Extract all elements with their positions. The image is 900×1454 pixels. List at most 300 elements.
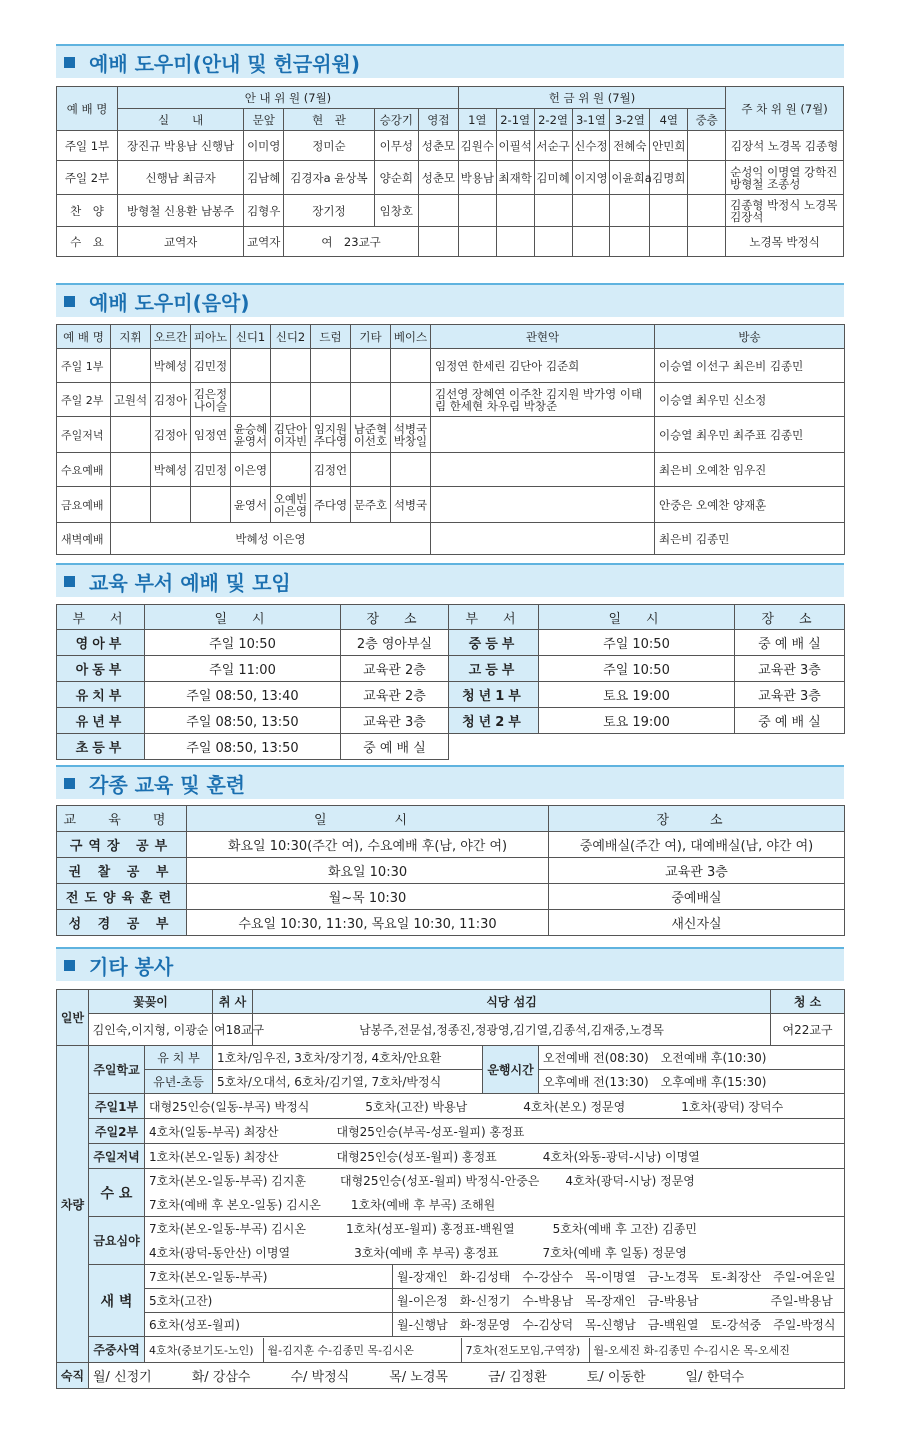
duty: 목/ 노경목 bbox=[389, 1370, 448, 1385]
table-header-row bbox=[57, 605, 845, 630]
route: 4호차(광덕-동안산) 이명열 bbox=[149, 1245, 291, 1260]
cell: 이승열 최우민 최주표 김종민 bbox=[655, 417, 845, 453]
section-title: 교육 부서 예배 및 모임 bbox=[89, 570, 291, 595]
col-header: 현 관 bbox=[284, 109, 374, 131]
cell bbox=[271, 349, 311, 383]
cell: 남봉주,전문섭,정종진,정광영,김기열,김종석,김재중,노경목 bbox=[253, 1014, 771, 1046]
col-header: 일 시 bbox=[145, 605, 341, 630]
cell: 이승열 최우민 신소정 bbox=[655, 383, 845, 417]
table-row bbox=[57, 708, 845, 734]
duty: 토/ 이동한 bbox=[586, 1370, 646, 1385]
cell: 여 23교구 bbox=[284, 227, 419, 257]
cell: 전혜숙 bbox=[610, 131, 650, 161]
cell: 중예배실 bbox=[549, 884, 845, 910]
route: 대형25인승(부곡-성포-월피) 홍정표 bbox=[336, 1124, 525, 1139]
row-label: 수요예배 bbox=[57, 453, 111, 487]
table-row bbox=[57, 630, 845, 656]
cell bbox=[351, 383, 391, 417]
route: 7호차(본오-일동-부곡) 김시온 bbox=[149, 1222, 306, 1237]
row-label: 금요심야 bbox=[89, 1217, 145, 1265]
route: 대형25인승(일동-부곡) 박정식 bbox=[149, 1099, 310, 1114]
table-row bbox=[57, 487, 845, 523]
cell: 김정언 bbox=[311, 453, 351, 487]
row-label: 수 요 bbox=[57, 227, 118, 257]
cell: 임지원 주다영 bbox=[311, 417, 351, 453]
cell bbox=[688, 195, 726, 227]
cell: 이지영 bbox=[572, 161, 610, 195]
duty: 화/ 강삼수 bbox=[191, 1370, 251, 1385]
col-header: 신디1 bbox=[231, 325, 271, 349]
section-title: 기타 봉사 bbox=[89, 954, 174, 979]
ushers-table bbox=[56, 86, 844, 257]
table-row bbox=[57, 858, 845, 884]
row-label: 주중사역 bbox=[89, 1337, 145, 1363]
cell: 안민희 bbox=[650, 131, 688, 161]
section-title: 예배 도우미(음악) bbox=[89, 290, 250, 315]
cell bbox=[496, 227, 534, 257]
col-header: 취 사 bbox=[213, 990, 253, 1014]
cell: 7호차(전도모임,구역장) bbox=[461, 1338, 589, 1362]
table-row bbox=[57, 227, 844, 257]
cell: 이윤희a bbox=[610, 161, 650, 195]
route: 대형25인승(성포-월피) 홍정표 bbox=[336, 1149, 497, 1164]
cell bbox=[145, 1193, 845, 1217]
cell: 주일 10:50 bbox=[539, 630, 735, 656]
route: 4호차(와동-광덕-시낭) 이명열 bbox=[542, 1149, 700, 1164]
cell bbox=[145, 1119, 845, 1144]
table-row bbox=[57, 349, 845, 383]
cell: 석병국 bbox=[391, 487, 431, 523]
cell: 김선영 장혜연 이주찬 김지원 박가영 이태림 한세현 차우림 박창준 bbox=[431, 383, 655, 417]
cell: 임정연 bbox=[191, 417, 231, 453]
cell: 석병국 박창일 bbox=[391, 417, 431, 453]
cell bbox=[572, 227, 610, 257]
col-header: 장 소 bbox=[341, 605, 449, 630]
col-header: 청 소 bbox=[771, 990, 845, 1014]
cell: 화요일 10:30 bbox=[187, 858, 549, 884]
cell bbox=[145, 1144, 845, 1169]
cell: 김형우 bbox=[244, 195, 284, 227]
course-name: 성 경 공 부 bbox=[57, 910, 187, 936]
cell: 정미순 bbox=[284, 131, 374, 161]
row-label: 주일저녁 bbox=[89, 1144, 145, 1169]
cell bbox=[391, 383, 431, 417]
table-row bbox=[57, 884, 845, 910]
cell: 노경목 박정식 bbox=[726, 227, 844, 257]
cell: 교육관 2층 bbox=[341, 682, 449, 708]
table-row bbox=[57, 1265, 845, 1289]
duty: 수/ 박정식 bbox=[290, 1370, 350, 1385]
col-header: 실 내 bbox=[118, 109, 244, 131]
cell: 월-신행남 화-정문영 수-김상덕 목-신행남 금-백원열 토-강석중 주일-박정식 bbox=[393, 1313, 845, 1337]
cell: 교역자 bbox=[118, 227, 244, 257]
cell: 중예배실(주간 여), 대예배실(남, 야간 여) bbox=[549, 832, 845, 858]
cell: 문주호 bbox=[351, 487, 391, 523]
row-label: 주일저녁 bbox=[57, 417, 111, 453]
cell bbox=[458, 227, 496, 257]
cell: 성춘모 bbox=[418, 131, 458, 161]
route: 5호차(고잔) 박용남 bbox=[365, 1099, 468, 1114]
cell: 김종형 박정식 노경목 김장석 bbox=[726, 195, 844, 227]
cell: 새신자실 bbox=[549, 910, 845, 936]
cell: 김경자a 윤상복 bbox=[284, 161, 374, 195]
row-label: 찬 양 bbox=[57, 195, 118, 227]
route: 7호차(본오-일동-부곡) 김지훈 bbox=[149, 1174, 306, 1189]
table-row bbox=[57, 1014, 845, 1046]
dept-name: 아동부 bbox=[57, 656, 145, 682]
cell: 김민정 bbox=[191, 349, 231, 383]
table-row bbox=[57, 523, 845, 555]
cell: 장기정 bbox=[284, 195, 374, 227]
cell bbox=[431, 487, 655, 523]
row-label: 수 요 bbox=[89, 1169, 145, 1217]
section-training bbox=[56, 765, 844, 936]
cell bbox=[111, 487, 151, 523]
square-bullet-icon bbox=[64, 778, 75, 789]
col-header: 부 서 bbox=[57, 605, 145, 630]
cell bbox=[191, 487, 231, 523]
cell: 윤승혜 윤영서 bbox=[231, 417, 271, 453]
cell: 오예빈 이은영 bbox=[271, 487, 311, 523]
cell: 중 예 배 실 bbox=[341, 734, 449, 760]
col-header: 식당 섬김 bbox=[253, 990, 771, 1014]
cell bbox=[431, 523, 655, 555]
section-header bbox=[56, 283, 844, 317]
cell: 임정연 한세린 김단아 김준희 bbox=[431, 349, 655, 383]
cell: 4호차(중보기도-노인) bbox=[145, 1338, 263, 1362]
cell: 이승열 이선구 최은비 김종민 bbox=[655, 349, 845, 383]
dept-name: 청년1부 bbox=[449, 682, 539, 708]
duty: 월/ 신정기 bbox=[93, 1370, 152, 1385]
table-header-row bbox=[57, 325, 845, 349]
header-offering: 헌 금 위 원 (7월) bbox=[458, 87, 725, 109]
section-header bbox=[56, 563, 844, 597]
cell bbox=[391, 453, 431, 487]
table-row bbox=[57, 417, 845, 453]
cell: 이미영 bbox=[244, 131, 284, 161]
cell: 남준혁 이선호 bbox=[351, 417, 391, 453]
cell bbox=[145, 1337, 845, 1363]
route: 대형25인승(성포-월피) 박정식-안중은 bbox=[340, 1174, 540, 1189]
row-label: 주일2부 bbox=[89, 1119, 145, 1144]
empty-cell bbox=[449, 734, 845, 760]
training-table bbox=[56, 805, 845, 936]
header-guide: 안 내 위 원 (7월) bbox=[118, 87, 459, 109]
cell: 김정아 bbox=[151, 383, 191, 417]
row-label: 유년-초등 bbox=[145, 1070, 213, 1094]
row-label: 금요예배 bbox=[57, 487, 111, 523]
cell: 방형철 신용환 남봉주 bbox=[118, 195, 244, 227]
cell: 김미혜 bbox=[534, 161, 572, 195]
col-header: 문앞 bbox=[244, 109, 284, 131]
col-header: 승강기 bbox=[374, 109, 418, 131]
night-duty-label: 숙직 bbox=[57, 1363, 89, 1389]
col-header: 장 소 bbox=[549, 806, 845, 832]
table-row bbox=[57, 1169, 845, 1193]
table-row bbox=[57, 1046, 845, 1070]
cell: 6호차(성포-월피) bbox=[145, 1313, 393, 1337]
course-name: 전도양육훈련 bbox=[57, 884, 187, 910]
cell: 7호차(본오-일동-부곡) bbox=[145, 1265, 393, 1289]
row-label: 새벽예배 bbox=[57, 523, 111, 555]
dept-name: 유치부 bbox=[57, 682, 145, 708]
cell bbox=[111, 453, 151, 487]
cell: 화요일 10:30(주간 여), 수요예배 후(남, 야간 여) bbox=[187, 832, 549, 858]
table-row bbox=[57, 1217, 845, 1241]
section-education-depts bbox=[56, 563, 844, 760]
row-label: 새 벽 bbox=[89, 1265, 145, 1337]
col-header: 꽃꽂이 bbox=[89, 990, 213, 1014]
cell bbox=[89, 1363, 845, 1389]
cell bbox=[431, 453, 655, 487]
cell: 2층 영아부실 bbox=[341, 630, 449, 656]
cell: 김단아 이자빈 bbox=[271, 417, 311, 453]
cell bbox=[351, 453, 391, 487]
dept-name: 중등부 bbox=[449, 630, 539, 656]
cell: 교육관 2층 bbox=[341, 656, 449, 682]
table-row bbox=[57, 682, 845, 708]
cell bbox=[231, 349, 271, 383]
cell bbox=[418, 195, 458, 227]
cell: 5호차(고잔) bbox=[145, 1289, 393, 1313]
section-header bbox=[56, 765, 844, 799]
col-header: 교 육 명 bbox=[57, 806, 187, 832]
col-header: 2-1열 bbox=[496, 109, 534, 131]
cell: 최은비 김종민 bbox=[655, 523, 845, 555]
table-row bbox=[57, 734, 845, 760]
section-music bbox=[56, 283, 844, 555]
cell: 주일 10:50 bbox=[145, 630, 341, 656]
cell: 박혜성 bbox=[151, 349, 191, 383]
table-row bbox=[57, 1289, 845, 1313]
cell: 주다영 bbox=[311, 487, 351, 523]
col-header: 4열 bbox=[650, 109, 688, 131]
cell: 오후예배 전(13:30) 오후예배 후(15:30) bbox=[539, 1070, 845, 1094]
cell: 교육관 3층 bbox=[735, 656, 845, 682]
vehicle-label: 차량 bbox=[57, 1046, 89, 1363]
cell: 박혜성 이은영 bbox=[111, 523, 431, 555]
midweek-subtable bbox=[145, 1338, 845, 1362]
cell bbox=[688, 227, 726, 257]
cell bbox=[111, 349, 151, 383]
cell: 토요 19:00 bbox=[539, 682, 735, 708]
cell bbox=[496, 195, 534, 227]
cell bbox=[650, 195, 688, 227]
col-header: 1열 bbox=[458, 109, 496, 131]
cell: 김명희 bbox=[650, 161, 688, 195]
table-row bbox=[57, 1119, 845, 1144]
cell: 오전예배 전(08:30) 오전예배 후(10:30) bbox=[539, 1046, 845, 1070]
cell bbox=[145, 1241, 845, 1265]
cell: 토요 19:00 bbox=[539, 708, 735, 734]
dept-name: 유년부 bbox=[57, 708, 145, 734]
cell bbox=[418, 227, 458, 257]
duty: 금/ 김정환 bbox=[488, 1370, 547, 1385]
cell bbox=[231, 383, 271, 417]
table-row bbox=[57, 383, 845, 417]
table-row bbox=[57, 1241, 845, 1265]
col-header: 3-2열 bbox=[610, 109, 650, 131]
cell bbox=[145, 1217, 845, 1241]
cell: 5호차/오대석, 6호차/김기열, 7호차/박정식 bbox=[213, 1070, 483, 1094]
cell: 성춘모 bbox=[418, 161, 458, 195]
cell: 순성익 이명열 강학진 방형철 조종성 bbox=[726, 161, 844, 195]
cell: 월-김지훈 수-김종민 목-김시온 bbox=[263, 1338, 461, 1362]
cell: 수요일 10:30, 11:30, 목요일 10:30, 11:30 bbox=[187, 910, 549, 936]
cell bbox=[145, 1094, 845, 1119]
cell bbox=[534, 195, 572, 227]
table-row bbox=[57, 1193, 845, 1217]
cell: 주일 10:50 bbox=[539, 656, 735, 682]
section-title: 예배 도우미(안내 및 헌금위원) bbox=[89, 51, 361, 76]
cell: 윤영서 bbox=[231, 487, 271, 523]
cell bbox=[311, 349, 351, 383]
cell: 신행남 최금자 bbox=[118, 161, 244, 195]
cell bbox=[271, 383, 311, 417]
cell: 김정아 bbox=[151, 417, 191, 453]
cell bbox=[650, 227, 688, 257]
cell: 장진규 박용남 신행남 bbox=[118, 131, 244, 161]
col-header: 신디2 bbox=[271, 325, 311, 349]
cell: 여22교구 bbox=[771, 1014, 845, 1046]
square-bullet-icon bbox=[64, 576, 75, 587]
cell: 양순희 bbox=[374, 161, 418, 195]
square-bullet-icon bbox=[64, 960, 75, 971]
table-row bbox=[57, 1363, 845, 1389]
education-depts-table bbox=[56, 604, 845, 760]
cell: 월-장재인 화-김성태 수-강삼수 목-이명열 금-노경목 토-최장산 주일-여운일 bbox=[393, 1265, 845, 1289]
section-header bbox=[56, 44, 844, 78]
cell: 최재학 bbox=[496, 161, 534, 195]
cell: 안중은 오예찬 양재훈 bbox=[655, 487, 845, 523]
dept-name: 청년2부 bbox=[449, 708, 539, 734]
route: 7호차(예배 후 본오-일동) 김시온 bbox=[149, 1197, 321, 1212]
cell: 신수정 bbox=[572, 131, 610, 161]
other-service-table bbox=[56, 989, 845, 1389]
cell bbox=[111, 417, 151, 453]
col-header: 2-2열 bbox=[534, 109, 572, 131]
cell: 주일 08:50, 13:50 bbox=[145, 734, 341, 760]
col-header: 기타 bbox=[351, 325, 391, 349]
col-header: 예 배 명 bbox=[57, 325, 111, 349]
col-header: 일 시 bbox=[187, 806, 549, 832]
cell: 주일 08:50, 13:50 bbox=[145, 708, 341, 734]
table-row bbox=[57, 1144, 845, 1169]
cell: 교역자 bbox=[244, 227, 284, 257]
section-ushers bbox=[56, 44, 844, 257]
table-row bbox=[57, 131, 844, 161]
col-header: 드럼 bbox=[311, 325, 351, 349]
cell bbox=[151, 487, 191, 523]
cell: 이필석 bbox=[496, 131, 534, 161]
general-label: 일반 bbox=[57, 990, 89, 1046]
col-header: 방송 bbox=[655, 325, 845, 349]
square-bullet-icon bbox=[64, 296, 75, 307]
table-row bbox=[57, 161, 844, 195]
row-label: 운행시간 bbox=[483, 1046, 539, 1094]
route: 1호차(본오-일동) 최장산 bbox=[149, 1149, 279, 1164]
cell bbox=[688, 131, 726, 161]
col-header: 지휘 bbox=[111, 325, 151, 349]
cell bbox=[688, 161, 726, 195]
table-row bbox=[57, 1337, 845, 1363]
cell: 주일 11:00 bbox=[145, 656, 341, 682]
cell: 서순구 bbox=[534, 131, 572, 161]
dept-name: 영아부 bbox=[57, 630, 145, 656]
cell bbox=[271, 453, 311, 487]
row-label: 주일학교 bbox=[89, 1046, 145, 1094]
cell: 박용남 bbox=[458, 161, 496, 195]
header-service-name: 예 배 명 bbox=[57, 87, 118, 131]
cell: 중 예 배 실 bbox=[735, 708, 845, 734]
route: 1호차(성포-월피) 홍정표-백원열 bbox=[346, 1222, 515, 1237]
table-row bbox=[57, 832, 845, 858]
cell: 이무성 bbox=[374, 131, 418, 161]
col-header: 피아노 bbox=[191, 325, 231, 349]
cell bbox=[458, 195, 496, 227]
row-label: 주일 1부 bbox=[57, 349, 111, 383]
section-other-service bbox=[56, 947, 844, 1389]
course-name: 구역장 공부 bbox=[57, 832, 187, 858]
cell: 임창호 bbox=[374, 195, 418, 227]
cell: 1호차/임우진, 3호차/장기정, 4호차/안요환 bbox=[213, 1046, 483, 1070]
route: 4호차(본오) 정문영 bbox=[523, 1099, 626, 1114]
table-header-row bbox=[57, 806, 845, 832]
cell: 중 예 배 실 bbox=[735, 630, 845, 656]
row-label: 주일 2부 bbox=[57, 161, 118, 195]
course-name: 권 찰 공 부 bbox=[57, 858, 187, 884]
cell: 김남혜 bbox=[244, 161, 284, 195]
col-header: 3-1열 bbox=[572, 109, 610, 131]
cell: 이은영 bbox=[231, 453, 271, 487]
route: 7호차(예배 후 일동) 정문영 bbox=[542, 1245, 687, 1260]
route: 3호차(예배 후 부곡) 홍정표 bbox=[354, 1245, 499, 1260]
col-header: 영접 bbox=[418, 109, 458, 131]
cell: 박혜성 bbox=[151, 453, 191, 487]
cell: 김원수 bbox=[458, 131, 496, 161]
square-bullet-icon bbox=[64, 57, 75, 68]
section-title: 각종 교육 및 훈련 bbox=[89, 772, 246, 797]
row-label: 유 치 부 bbox=[145, 1046, 213, 1070]
col-header: 장 소 bbox=[735, 605, 845, 630]
cell: 주일 08:50, 13:40 bbox=[145, 682, 341, 708]
table-row bbox=[57, 453, 845, 487]
route: 4호차(광덕-시낭) 정문영 bbox=[565, 1174, 695, 1189]
table-row bbox=[57, 910, 845, 936]
route: 1호차(광덕) 장덕수 bbox=[681, 1099, 784, 1114]
cell: 월-오세진 화-김종민 수-김시온 목-오세진 bbox=[593, 1343, 790, 1357]
music-table bbox=[56, 324, 845, 555]
dept-name: 고등부 bbox=[449, 656, 539, 682]
row-label: 주일 2부 bbox=[57, 383, 111, 417]
header-parking: 주 차 위 원 (7월) bbox=[726, 87, 844, 131]
cell: 김은정 나이슬 bbox=[191, 383, 231, 417]
cell: 고원석 bbox=[111, 383, 151, 417]
section-header bbox=[56, 947, 844, 981]
cell: 교육관 3층 bbox=[735, 682, 845, 708]
table-row bbox=[57, 1094, 845, 1119]
row-label: 주일1부 bbox=[89, 1094, 145, 1119]
cell bbox=[610, 227, 650, 257]
cell bbox=[145, 1169, 845, 1193]
cell: 여18교구 bbox=[213, 1014, 253, 1046]
col-header: 부 서 bbox=[449, 605, 539, 630]
col-header: 오르간 bbox=[151, 325, 191, 349]
route: 1호차(예배 후 부곡) 조해원 bbox=[350, 1197, 496, 1212]
cell bbox=[391, 349, 431, 383]
table-row bbox=[57, 1070, 845, 1094]
cell: 김인숙,이지형, 이광순 bbox=[89, 1014, 213, 1046]
